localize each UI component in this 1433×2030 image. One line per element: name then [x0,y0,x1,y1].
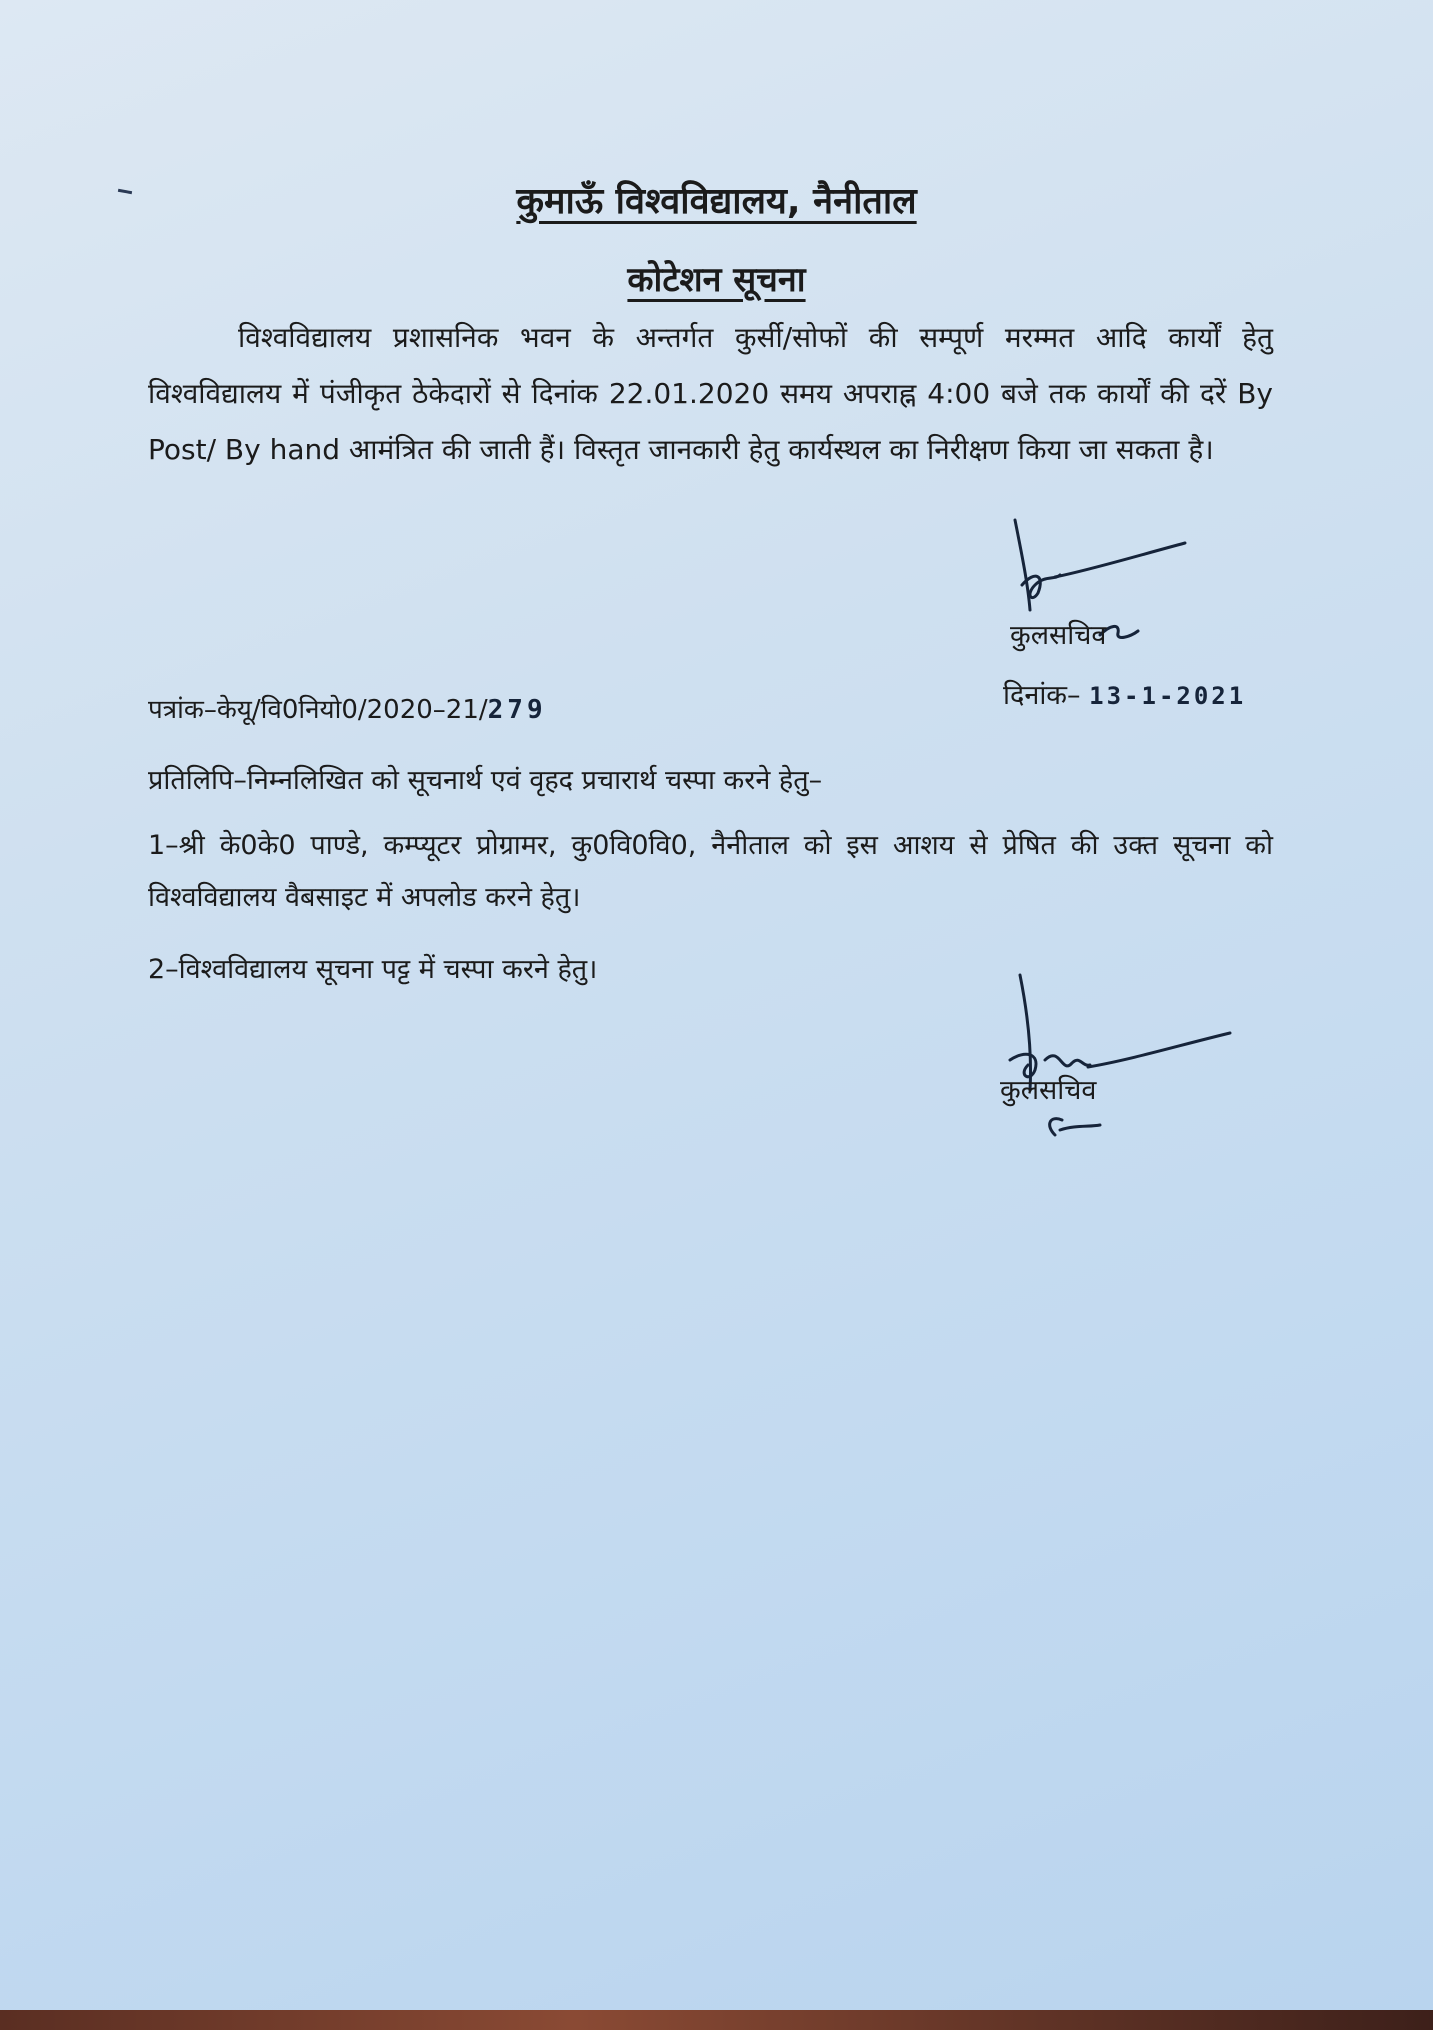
notice-title: कोटेशन सूचना [627,260,806,300]
reference-number-handwritten: 279 [487,695,547,725]
date-label: दिनांक– [1003,680,1081,711]
copy-to-item: 2–विश्वविद्यालय सूचना पट्ट में चस्पा करने हेतु। [148,954,598,985]
table-surface [0,2010,1433,2030]
reference-number [148,690,547,726]
signature-2-designation: कुलसचिव [1000,1075,1097,1106]
signature-1-designation: कुलसचिव [1010,620,1107,651]
date-value: 13-1-2021 [1089,682,1247,710]
notice-body: विश्वविद्यालय प्रशासनिक भवन के अन्तर्गत कुर्सी/सोफों की सम्पूर्ण मरम्मत आदि कार्यों हेतु विश्वविद्यालय में पंजीकृत ठेकेदारों से दिनांक 22.01.2020 समय अपराह्न 4:00 बजे तक कार्यों की दरें By Post/ By hand आमंत्रित की जाती हैं। विस्तृत जानकारी हेतु कार्यस्थल का निरीक्षण किया जा सकता है। [148,321,1273,466]
copy-to-item: 1–श्री के0के0 पाण्डे, कम्प्यूटर प्रोग्रामर, कु0वि0वि0, नैनीताल को इस आशय से प्रेषित की उक्त सूचना को विश्वविद्यालय वैबसाइट में अपलोड करने हेतु। [148,830,1273,913]
reference-prefix: पत्रांक–केयू/वि0नियो0/2020–21/ [148,695,488,725]
date-line [1003,675,1246,712]
university-title: कुमाऊँ विश्वविद्यालय, नैनीताल [516,181,917,222]
copy-to-heading: प्रतिलिपि–निम्नलिखित को सूचनार्थ एवं वृहद प्रचारार्थ चस्पा करने हेतु– [148,765,823,796]
signature-2 [1000,965,1240,1155]
